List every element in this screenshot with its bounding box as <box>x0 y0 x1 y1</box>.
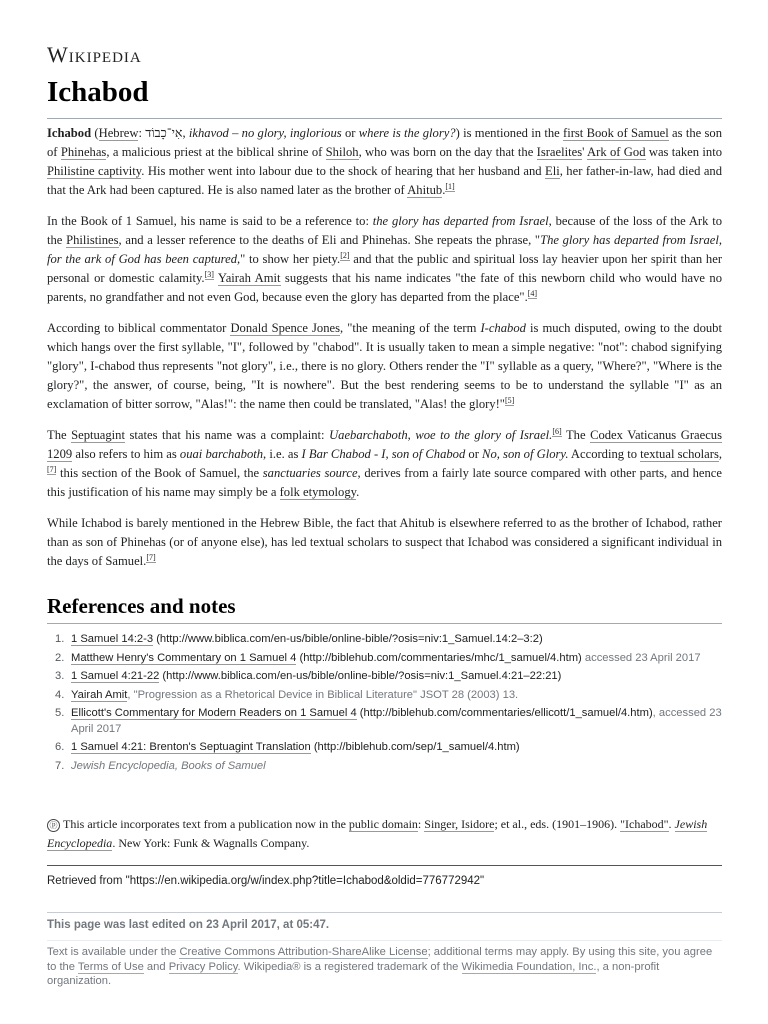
citation-7[interactable]: [7] <box>47 464 57 474</box>
reference-item <box>55 759 722 775</box>
footer-divider <box>47 865 722 866</box>
reference-link[interactable]: 1 Samuel 4:21-22 <box>71 670 160 682</box>
reference-item <box>55 651 722 667</box>
license-notice: Text is available under the Creative Commons Attribution-ShareAlike License; additional terms may apply. By using this site, you agree to the Terms of Use and Privacy Policy. Wikipedia® is a registered trademark of the Wikimedia Foundation, Inc., a non-profit organization. <box>47 946 713 987</box>
reference-link[interactable]: 1 Samuel 4:21: Brenton's Septuagint Translation <box>71 741 311 753</box>
reference-note: accessed 23 April 2017 <box>581 651 701 664</box>
retrieved-from: Retrieved from "https://en.wikipedia.org/w/index.php?title=Ichabod&oldid=776772942" <box>47 875 485 887</box>
public-domain-note: ⓟ This article incorporates text from a publication now in the public domain: Singer, Isidore; et al., eds. (1901–1906). "Ichabod". Jewish Encyclopedia. New York: Funk & Wagnalls Company. <box>47 817 708 850</box>
link-septuagint[interactable]: Septuagint <box>71 428 125 442</box>
title-divider <box>47 118 722 119</box>
lead-term: Ichabod <box>47 126 92 140</box>
paragraph-name-meaning: In the Book of 1 Samuel, his name is said to be a reference to: the glory has departed from Israel, because of the loss of the Ark to the Philistines, and a lesser reference to the deaths of Eli and Phinehas. She repeats the phrase, "The glory has departed from Israel, for the ark of God has been captured," to show her piety.[2] and that the public and spiritual loss lay heavier upon her spirit than her personal or domestic calamity.[3] Yairah Amit suggests that his name indicates "the fate of this newborn child who would have no parents, no grandfather and not even God, because even the glory has departed from the place".[4] <box>47 214 723 304</box>
citation-1[interactable]: [1] <box>445 181 455 191</box>
link-ahitub[interactable]: Ahitub <box>407 183 443 197</box>
reference-link[interactable]: Matthew Henry's Commentary on 1 Samuel 4 <box>71 651 297 664</box>
link-israelites[interactable]: Israelites <box>536 145 583 159</box>
reference-url: (http://biblehub.com/commentaries/ellicott/1_samuel/4.htm) <box>356 707 653 719</box>
reference-note: Jewish Encyclopedia, Books of Samuel <box>71 759 266 772</box>
link-terms-of-use[interactable]: Terms of Use <box>77 960 144 973</box>
reference-link[interactable]: 1 Samuel 14:2-3 <box>71 633 154 645</box>
link-textual-scholars[interactable]: textual scholars <box>640 447 719 461</box>
reference-url: (http://biblehub.com/sep/1_samuel/4.htm) <box>310 741 520 753</box>
reference-link[interactable]: Yairah Amit <box>71 688 128 701</box>
link-ichabod-article[interactable]: "Ichabod" <box>620 817 669 831</box>
link-phinehas[interactable]: Phinehas <box>60 145 107 159</box>
citation-3[interactable]: [3] <box>204 269 214 279</box>
citation-4[interactable]: [4] <box>527 288 538 298</box>
footer-divider-light <box>47 912 722 913</box>
reference-item <box>55 669 722 685</box>
link-first-samuel[interactable]: first Book of Samuel <box>563 126 669 140</box>
reference-item <box>55 632 722 648</box>
link-codex-vaticanus[interactable]: Codex Vaticanus Graecus 1209 <box>47 428 722 461</box>
reference-item <box>55 740 722 756</box>
reference-url: (http://www.biblica.com/en-us/bible/online-bible/?osis=niv:1_Samuel.14:2–3:2) <box>153 633 543 645</box>
reference-number: 6. <box>55 741 65 753</box>
link-eli[interactable]: Eli <box>545 164 560 178</box>
link-shiloh[interactable]: Shiloh <box>325 145 359 159</box>
paragraph-septuagint: The Septuagint states that his name was a complaint: Uaebarchaboth, woe to the glory of Israel.[6] The Codex Vaticanus Graecus 1209 also refers to him as ouai barchaboth, i.e. as I Bar Chabod - I, son of Chabod or No, son of Glory. According to textual scholars,[7] this section of the Book of Samuel, the sanctuaries source, derives from a fairly late source compared with other parts, and hence this justification of his name may simply be a folk etymology. <box>47 426 723 499</box>
citation-2[interactable]: [2] <box>340 250 350 260</box>
reference-link[interactable]: Ellicott's Commentary for Modern Readers on 1 Samuel 4 <box>71 707 357 719</box>
reference-url: (http://biblehub.com/commentaries/mhc/1_samuel/4.htm) <box>296 651 582 664</box>
page-title: Ichabod <box>47 76 149 108</box>
link-privacy-policy[interactable]: Privacy Policy <box>168 960 238 973</box>
last-edited-notice: This page was last edited on 23 April 2017, at 05:47. <box>47 919 330 931</box>
link-singer-isidore[interactable]: Singer, Isidore <box>424 817 495 831</box>
paragraph-significance: While Ichabod is barely mentioned in the Hebrew Bible, the fact that Ahitub is elsewhere referred to as the brother of Ichabod, rather than as son of Phinehas (or of anyone else), has led textual scholars to suspect that Ichabod was considered a significant individual in the days of Samuel.[7] <box>47 516 722 568</box>
link-donald-spence-jones[interactable]: Donald Spence Jones <box>230 321 341 335</box>
wikipedia-wordmark[interactable]: Wikipedia <box>47 42 142 67</box>
reference-note: , accessed 23 April 2017 <box>71 707 722 735</box>
paragraph-intro: Ichabod (Hebrew: אִי־כָבוֹד, ikhavod – no glory, inglorious or where is the glory?) is mentioned in the first Book of Samuel as the son of Phinehas, a malicious priest at the biblical shrine of Shiloh, who was born on the day that the Israelites' Ark of God was taken into Philistine captivity. His mother went into labour due to the shock of hearing that her husband and Eli, her father-in-law, had died and that the Ark had been captured. He is also named later as the brother of Ahitub.[1] <box>47 126 723 197</box>
references-divider <box>47 623 722 624</box>
reference-number: 1. <box>55 633 65 645</box>
link-yairah-amit[interactable]: Yairah Amit <box>217 271 281 285</box>
link-jewish-encyclopedia[interactable]: Jewish Encyclopedia <box>47 817 708 850</box>
reference-number: 4. <box>55 688 65 701</box>
reference-item <box>55 706 722 737</box>
citation-7-repeat[interactable]: [7] <box>146 552 156 562</box>
article-body <box>47 124 722 583</box>
reference-number: 2. <box>55 651 65 664</box>
link-public-domain[interactable]: public domain <box>348 817 418 831</box>
reference-number: 3. <box>55 670 65 682</box>
citation-5[interactable]: [5] <box>504 395 515 405</box>
reference-note: , "Progression as a Rhetorical Device in Biblical Literature" JSOT 28 (2003) 13. <box>127 688 519 701</box>
link-ark-of-god[interactable]: Ark of God <box>587 145 646 159</box>
reference-url: (http://www.biblica.com/en-us/bible/online-bible/?osis=niv:1_Samuel.4:21–22:21) <box>159 670 562 682</box>
reference-number: 7. <box>55 759 65 772</box>
link-folk-etymology[interactable]: folk etymology <box>279 485 357 499</box>
link-wikimedia-foundation[interactable]: Wikimedia Foundation, Inc. <box>461 960 597 973</box>
link-philistines[interactable]: Philistines <box>66 233 119 247</box>
reference-number: 5. <box>55 707 65 719</box>
public-domain-icon: ⓟ <box>47 819 60 832</box>
reference-item <box>55 688 722 704</box>
link-philistine-captivity[interactable]: Philistine captivity <box>47 164 142 178</box>
citation-6[interactable]: [6] <box>552 426 562 436</box>
link-cc-license[interactable]: Creative Commons Attribution-ShareAlike License <box>179 946 428 958</box>
references-heading: References and notes <box>47 594 236 618</box>
references-list <box>47 632 722 777</box>
link-hebrew[interactable]: Hebrew <box>98 126 139 140</box>
footer-divider-faint <box>47 940 722 941</box>
paragraph-commentator: According to biblical commentator Donald Spence Jones, "the meaning of the term I-chabod is much disputed, owing to the doubt which hangs over the first syllable, "I", followed by "chabod". It is usually taken to mean a simple negative: "not": chabod signifying "glory", I-chabod thus represents "not glory", i.e., there is no glory. Others render the "I" syllable as a query, "Where?", "Where is the glory?", the answer, of course, being, "It is nowhere". But the best rendering seems to be to understand the syllable "I" as an exclamation of bitter sorrow, "Alas!": the name then could be translated, "Alas! the glory!"[5] <box>47 321 722 411</box>
